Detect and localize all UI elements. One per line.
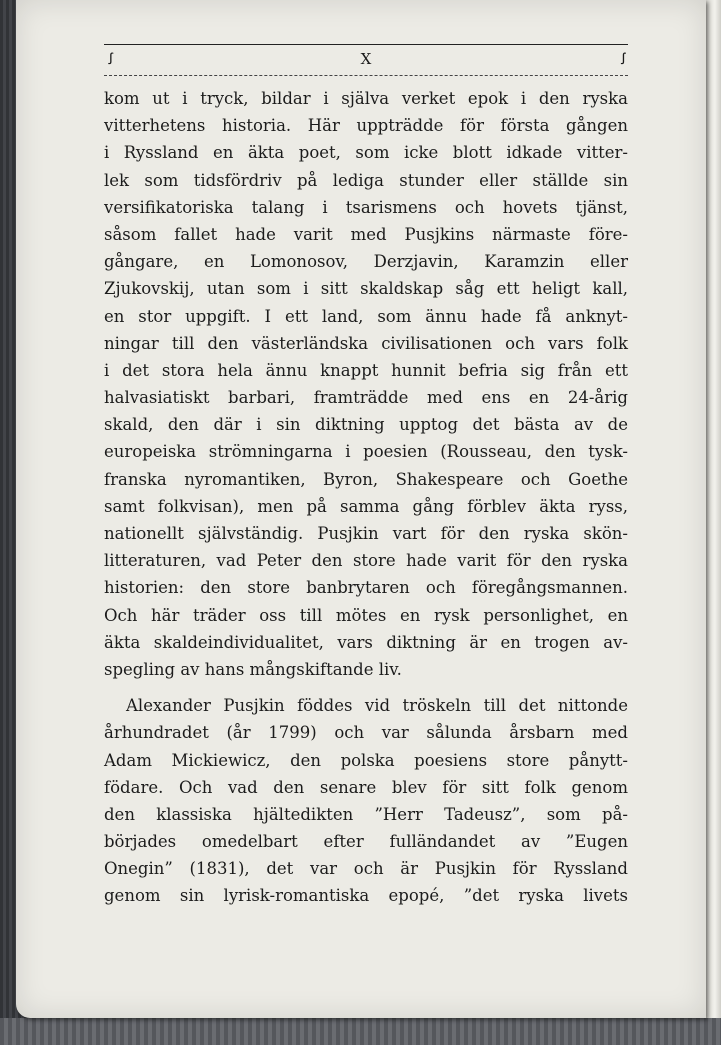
text-line: i Ryssland en äkta poet, som icke blott idkade vitter- [104, 143, 628, 163]
scanner-bottom-strip [0, 1018, 721, 1045]
text-line: i det stora hela ännu knappt hunnit befria sig från ett [104, 360, 628, 380]
text-line: gångare, en Lomonosov, Derzjavin, Karamzin eller [104, 252, 628, 272]
page-header [104, 44, 628, 78]
text-line: Alexander Pusjkin föddes vid tröskeln till det nittonde [126, 696, 628, 716]
text-line: såsom fallet hade varit med Pusjkins närmaste före- [104, 224, 628, 244]
text-line: födare. Och vad den senare blev för sitt folk genom [104, 777, 628, 797]
text-line: Adam Mickiewicz, den polska poesiens store pånytt- [104, 750, 628, 770]
text-line: genom sin lyrisk-romantiska epopé, ”det ryska livets [104, 886, 628, 906]
text-line: kom ut i tryck, bildar i själva verket epok i den ryska [104, 89, 628, 108]
page-edge [706, 0, 721, 1045]
text-line: nationellt självständig. Pusjkin vart för den ryska skön- [104, 524, 628, 543]
text-line: litteraturen, vad Peter den store hade varit för den ryska [104, 551, 628, 571]
text-line: versifikatoriska talang i tsarismens och hovets tjänst, [104, 197, 628, 217]
text-line: ningar till den västerländska civilisationen och vars folk [104, 333, 628, 353]
text-line: vitterhetens historia. Här uppträdde för första gången [104, 116, 628, 136]
paragraph-gap [104, 683, 628, 692]
text-line: Zjukovskij, utan som i sitt skaldskap såg ett heligt kall, [104, 279, 628, 299]
text-line: en stor uppgift. I ett land, som ännu hade få anknyt- [104, 306, 628, 326]
text-line: Onegin” (1831), det var och är Pusjkin för Ryssland [104, 859, 628, 879]
text-line: franska nyromantiken, Byron, Shakespeare och Goethe [104, 469, 628, 489]
body-text [104, 85, 628, 910]
text-line: lek som tidsfördriv på lediga stunder eller ställde sin [104, 170, 628, 190]
header-rule-bottom [104, 75, 628, 76]
text-line: Och här träder oss till mötes en rysk personlighet, en [104, 605, 628, 625]
text-line: skald, den där i sin diktning upptog det bästa av de [104, 415, 628, 435]
text-line: historien: den store banbrytaren och föregångsmannen. [104, 578, 628, 598]
text-line: den klassiska hjältedikten ”Herr Tadeusz”, som på- [104, 804, 628, 824]
text-line: börjades omedelbart efter fulländandet av ”Eugen [104, 832, 628, 852]
text-line: samt folkvisan), men på samma gång förblev äkta ryss, [104, 496, 628, 516]
ornament-right-icon: ꭍ [620, 50, 626, 68]
text-line: europeiska strömningarna i poesien (Rousseau, den tysk- [104, 442, 628, 462]
text-line: århundradet (år 1799) och var sålunda årsbarn med [104, 723, 628, 743]
text-line: äkta skaldeindividualitet, vars diktning är en trogen av- [104, 632, 628, 652]
page-number: X [360, 50, 372, 68]
header-rule-top [104, 44, 628, 45]
text-line: spegling av hans mångskiftande liv. [104, 659, 402, 679]
paragraph-2 [104, 692, 628, 910]
text-line: halvasiatiskt barbari, framträdde med ens en 24-årig [104, 388, 628, 408]
paragraph-1 [104, 85, 628, 683]
ornament-left-icon: ꭍ [108, 50, 114, 68]
